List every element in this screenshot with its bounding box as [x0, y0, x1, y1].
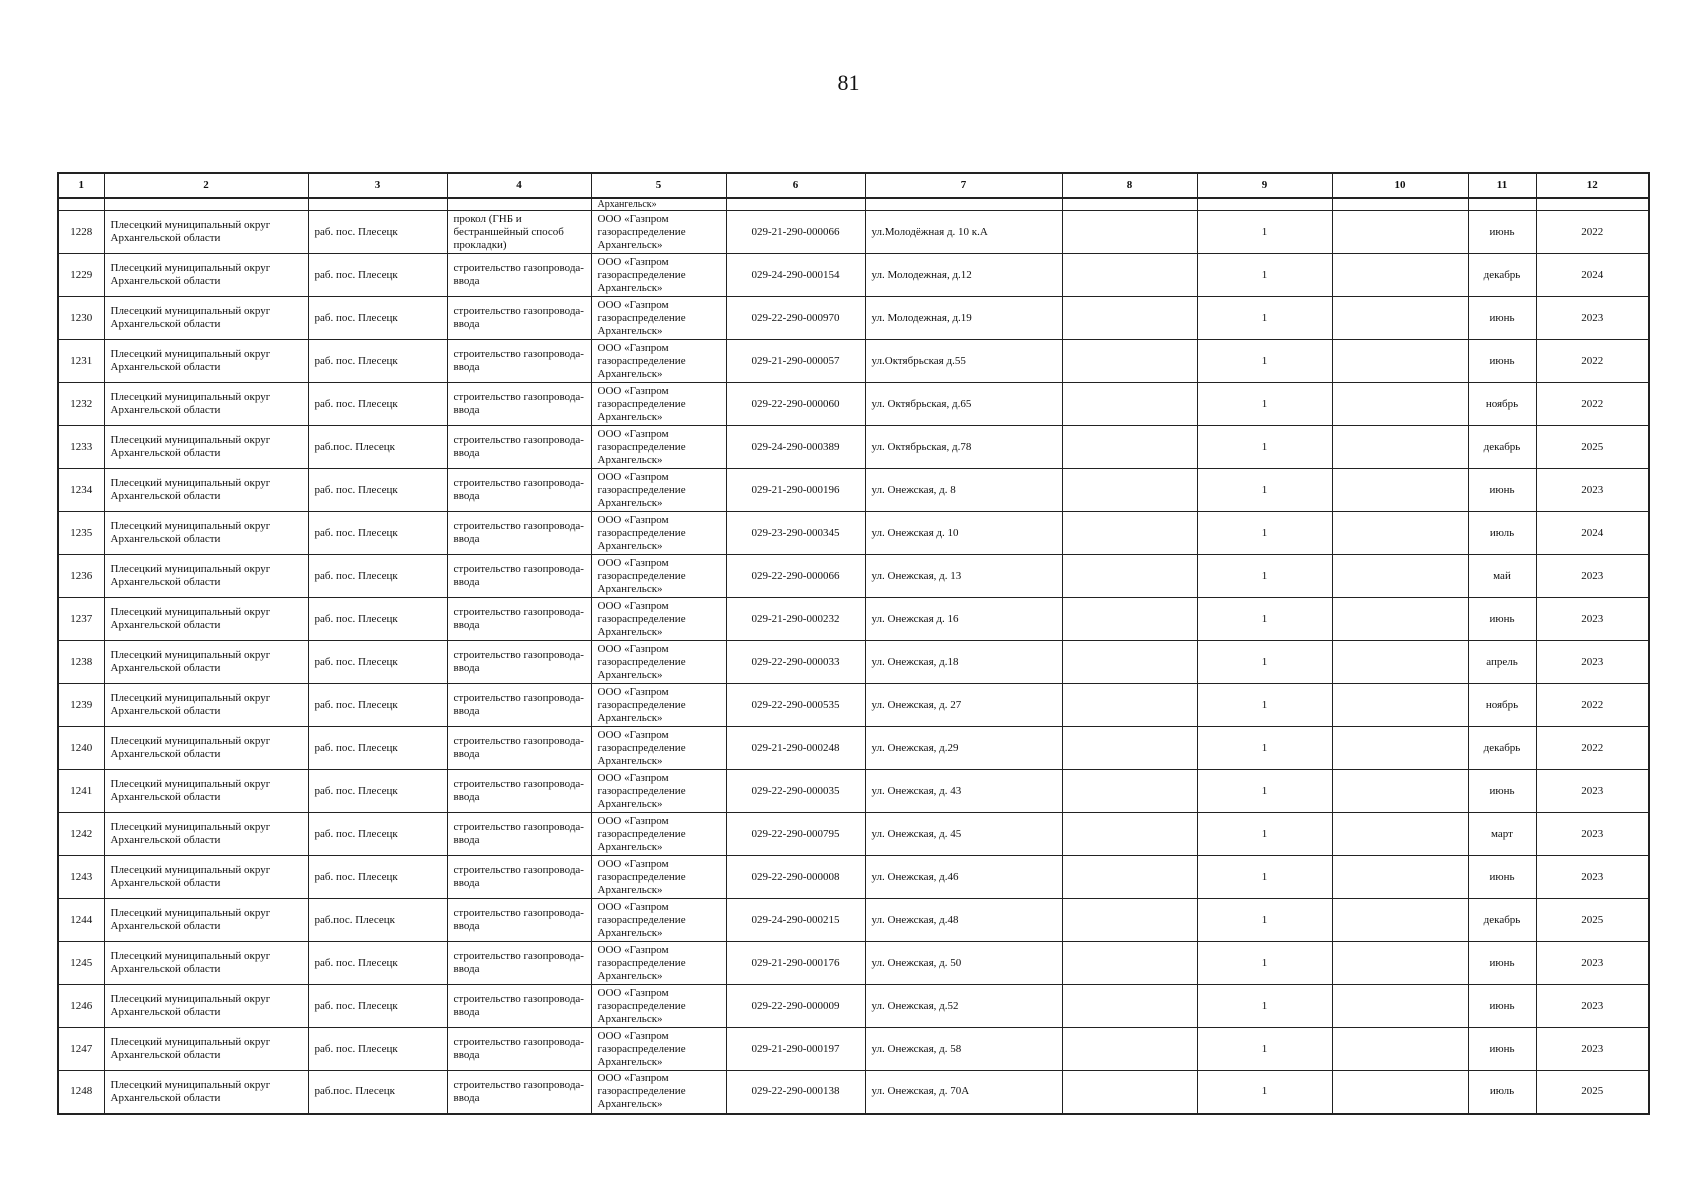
row-number: 1234	[58, 469, 104, 512]
row-number: 1247	[58, 1028, 104, 1071]
code-cell: 029-22-290-000970	[726, 297, 865, 340]
table-row	[58, 985, 1649, 1028]
month-cell: ноябрь	[1468, 383, 1536, 426]
address-cell: ул. Онежская, д.52	[865, 985, 1062, 1028]
empty-cell-8	[1062, 1071, 1197, 1114]
empty-cell-10	[1332, 340, 1468, 383]
month-cell: декабрь	[1468, 899, 1536, 942]
district-cell: Плесецкий муниципальный округ Архангельской области	[104, 641, 308, 684]
district-cell: Плесецкий муниципальный округ Архангельской области	[104, 426, 308, 469]
empty-cell-8	[1062, 985, 1197, 1028]
quantity-cell: 1	[1197, 770, 1332, 813]
year-cell: 2025	[1536, 899, 1649, 942]
column-header-10: 10	[1332, 173, 1468, 198]
year-cell: 2022	[1536, 727, 1649, 770]
empty-cell-10	[1332, 1028, 1468, 1071]
address-cell: ул. Онежская, д. 8	[865, 469, 1062, 512]
district-cell: Плесецкий муниципальный округ Архангельской области	[104, 985, 308, 1028]
empty-cell-8	[1062, 512, 1197, 555]
settlement-cell: раб. пос. Плесецк	[308, 770, 447, 813]
quantity-cell: 1	[1197, 426, 1332, 469]
empty-cell-8	[1062, 684, 1197, 727]
row-number: 1248	[58, 1071, 104, 1114]
address-cell: ул. Онежская, д. 58	[865, 1028, 1062, 1071]
empty-cell-8	[1062, 770, 1197, 813]
district-cell: Плесецкий муниципальный округ Архангельской области	[104, 856, 308, 899]
row-number: 1242	[58, 813, 104, 856]
code-cell: 029-22-290-000009	[726, 985, 865, 1028]
quantity-cell: 1	[1197, 469, 1332, 512]
column-header-4: 4	[447, 173, 591, 198]
empty-cell-10	[1332, 598, 1468, 641]
table-row	[58, 1071, 1649, 1114]
organization-cell: ООО «Газпром газораспределение Архангельск»	[591, 684, 726, 727]
row-number: 1239	[58, 684, 104, 727]
code-cell: 029-22-290-000138	[726, 1071, 865, 1114]
work-type-cell: строительство газопровода-ввода	[447, 598, 591, 641]
year-cell: 2022	[1536, 684, 1649, 727]
month-cell: июнь	[1468, 856, 1536, 899]
settlement-cell: раб. пос. Плесецк	[308, 813, 447, 856]
address-cell: ул. Онежская, д. 13	[865, 555, 1062, 598]
address-cell: ул.Молодёжная д. 10 к.А	[865, 211, 1062, 254]
work-type-cell: строительство газопровода-ввода	[447, 555, 591, 598]
work-type-cell: строительство газопровода-ввода	[447, 727, 591, 770]
column-header-11: 11	[1468, 173, 1536, 198]
work-type-cell: строительство газопровода-ввода	[447, 383, 591, 426]
document-table	[57, 172, 1650, 1115]
month-cell: ноябрь	[1468, 684, 1536, 727]
column-header-8: 8	[1062, 173, 1197, 198]
quantity-cell: 1	[1197, 1028, 1332, 1071]
district-cell: Плесецкий муниципальный округ Архангельской области	[104, 254, 308, 297]
organization-cell: ООО «Газпром газораспределение Архангельск»	[591, 899, 726, 942]
work-type-cell: строительство газопровода-ввода	[447, 297, 591, 340]
code-cell: 029-22-290-000008	[726, 856, 865, 899]
code-cell: 029-22-290-000060	[726, 383, 865, 426]
organization-cell: ООО «Газпром газораспределение Архангельск»	[591, 770, 726, 813]
row-number: 1237	[58, 598, 104, 641]
table-row	[58, 340, 1649, 383]
quantity-cell: 1	[1197, 813, 1332, 856]
empty-cell-8	[1062, 899, 1197, 942]
month-cell: июнь	[1468, 770, 1536, 813]
quantity-cell: 1	[1197, 383, 1332, 426]
work-type-cell: строительство газопровода-ввода	[447, 985, 591, 1028]
empty-cell-8	[1062, 297, 1197, 340]
quantity-cell: 1	[1197, 684, 1332, 727]
year-cell: 2023	[1536, 813, 1649, 856]
settlement-cell: раб. пос. Плесецк	[308, 985, 447, 1028]
empty-cell-8	[1062, 555, 1197, 598]
year-cell: 2023	[1536, 297, 1649, 340]
year-cell: 2025	[1536, 1071, 1649, 1114]
year-cell: 2023	[1536, 641, 1649, 684]
settlement-cell: раб. пос. Плесецк	[308, 727, 447, 770]
quantity-cell: 1	[1197, 641, 1332, 684]
table-row	[58, 727, 1649, 770]
empty-cell-10	[1332, 426, 1468, 469]
empty-cell-10	[1332, 942, 1468, 985]
year-cell: 2022	[1536, 383, 1649, 426]
table-row	[58, 426, 1649, 469]
month-cell: март	[1468, 813, 1536, 856]
row-number: 1232	[58, 383, 104, 426]
row-number: 1236	[58, 555, 104, 598]
year-cell: 2022	[1536, 340, 1649, 383]
row-number: 1231	[58, 340, 104, 383]
district-cell: Плесецкий муниципальный округ Архангельской области	[104, 512, 308, 555]
district-cell: Плесецкий муниципальный округ Архангельской области	[104, 297, 308, 340]
month-cell: июнь	[1468, 1028, 1536, 1071]
settlement-cell: раб. пос. Плесецк	[308, 297, 447, 340]
settlement-cell: раб. пос. Плесецк	[308, 598, 447, 641]
code-cell: 029-21-290-000197	[726, 1028, 865, 1071]
organization-cell: ООО «Газпром газораспределение Архангельск»	[591, 555, 726, 598]
organization-cell: ООО «Газпром газораспределение Архангельск»	[591, 469, 726, 512]
year-cell: 2025	[1536, 426, 1649, 469]
empty-cell-10	[1332, 813, 1468, 856]
address-cell: ул. Онежская, д. 43	[865, 770, 1062, 813]
work-type-cell: строительство газопровода-ввода	[447, 641, 591, 684]
month-cell: июнь	[1468, 469, 1536, 512]
work-type-cell: строительство газопровода-ввода	[447, 469, 591, 512]
column-header-6: 6	[726, 173, 865, 198]
district-cell: Плесецкий муниципальный округ Архангельской области	[104, 727, 308, 770]
table-row	[58, 813, 1649, 856]
empty-cell-10	[1332, 469, 1468, 512]
empty-cell-8	[1062, 426, 1197, 469]
work-type-cell: строительство газопровода-ввода	[447, 770, 591, 813]
settlement-cell: раб. пос. Плесецк	[308, 383, 447, 426]
quantity-cell: 1	[1197, 856, 1332, 899]
empty-cell-8	[1062, 813, 1197, 856]
district-cell: Плесецкий муниципальный округ Архангельской области	[104, 340, 308, 383]
code-cell: 029-22-290-000035	[726, 770, 865, 813]
empty-cell-8	[1062, 1028, 1197, 1071]
quantity-cell: 1	[1197, 340, 1332, 383]
work-type-cell: строительство газопровода-ввода	[447, 254, 591, 297]
code-cell: 029-21-290-000057	[726, 340, 865, 383]
address-cell: ул. Онежская, д.29	[865, 727, 1062, 770]
quantity-cell: 1	[1197, 211, 1332, 254]
settlement-cell: раб. пос. Плесецк	[308, 555, 447, 598]
code-cell: 029-21-290-000066	[726, 211, 865, 254]
empty-cell-10	[1332, 856, 1468, 899]
table-row	[58, 684, 1649, 727]
work-type-cell: строительство газопровода-ввода	[447, 512, 591, 555]
table-row	[58, 856, 1649, 899]
organization-cell: ООО «Газпром газораспределение Архангельск»	[591, 1071, 726, 1114]
empty-cell-10	[1332, 512, 1468, 555]
column-header-12: 12	[1536, 173, 1649, 198]
settlement-cell: раб.пос. Плесецк	[308, 426, 447, 469]
work-type-cell: строительство газопровода-ввода	[447, 426, 591, 469]
code-cell: 029-21-290-000248	[726, 727, 865, 770]
table-body	[58, 198, 1649, 1114]
work-type-cell: строительство газопровода-ввода	[447, 899, 591, 942]
year-cell: 2023	[1536, 469, 1649, 512]
year-cell: 2023	[1536, 856, 1649, 899]
code-cell: 029-21-290-000176	[726, 942, 865, 985]
table-row	[58, 555, 1649, 598]
quantity-cell: 1	[1197, 598, 1332, 641]
address-cell: ул. Онежская, д. 70А	[865, 1071, 1062, 1114]
month-cell: июль	[1468, 1071, 1536, 1114]
address-cell: ул. Онежская д. 16	[865, 598, 1062, 641]
empty-cell-8	[1062, 856, 1197, 899]
district-cell: Плесецкий муниципальный округ Архангельской области	[104, 383, 308, 426]
empty-cell-10	[1332, 383, 1468, 426]
quantity-cell: 1	[1197, 254, 1332, 297]
work-type-cell: строительство газопровода-ввода	[447, 813, 591, 856]
address-cell: ул.Октябрьская д.55	[865, 340, 1062, 383]
month-cell: апрель	[1468, 641, 1536, 684]
organization-cell: ООО «Газпром газораспределение Архангельск»	[591, 727, 726, 770]
empty-cell-10	[1332, 297, 1468, 340]
settlement-cell: раб. пос. Плесецк	[308, 856, 447, 899]
organization-cell: ООО «Газпром газораспределение Архангельск»	[591, 383, 726, 426]
settlement-cell: раб.пос. Плесецк	[308, 1071, 447, 1114]
row-number: 1243	[58, 856, 104, 899]
table-row	[58, 297, 1649, 340]
settlement-cell: раб. пос. Плесецк	[308, 942, 447, 985]
table-row	[58, 254, 1649, 297]
address-cell: ул. Молодежная, д.19	[865, 297, 1062, 340]
table-row	[58, 469, 1649, 512]
month-cell: июнь	[1468, 598, 1536, 641]
empty-cell-10	[1332, 727, 1468, 770]
district-cell: Плесецкий муниципальный округ Архангельской области	[104, 770, 308, 813]
address-cell: ул. Октябрьская, д.78	[865, 426, 1062, 469]
work-type-cell: строительство газопровода-ввода	[447, 942, 591, 985]
row-number: 1238	[58, 641, 104, 684]
work-type-cell: строительство газопровода-ввода	[447, 856, 591, 899]
row-number: 1240	[58, 727, 104, 770]
settlement-cell: раб. пос. Плесецк	[308, 469, 447, 512]
year-cell: 2022	[1536, 211, 1649, 254]
district-cell: Плесецкий муниципальный округ Архангельской области	[104, 598, 308, 641]
organization-cell: ООО «Газпром газораспределение Архангельск»	[591, 340, 726, 383]
row-number: 1246	[58, 985, 104, 1028]
row-number: 1230	[58, 297, 104, 340]
settlement-cell: раб.пос. Плесецк	[308, 899, 447, 942]
empty-cell-10	[1332, 211, 1468, 254]
code-cell: 029-22-290-000033	[726, 641, 865, 684]
year-cell: 2023	[1536, 770, 1649, 813]
empty-cell-10	[1332, 770, 1468, 813]
empty-cell-8	[1062, 641, 1197, 684]
month-cell: июнь	[1468, 211, 1536, 254]
month-cell: июль	[1468, 512, 1536, 555]
organization-cell: ООО «Газпром газораспределение Архангельск»	[591, 1028, 726, 1071]
district-cell: Плесецкий муниципальный округ Архангельской области	[104, 942, 308, 985]
column-header-1: 1	[58, 173, 104, 198]
continuation-org: Архангельск»	[591, 198, 726, 211]
year-cell: 2024	[1536, 512, 1649, 555]
empty-cell-10	[1332, 1071, 1468, 1114]
address-cell: ул. Октябрьская, д.65	[865, 383, 1062, 426]
table-row	[58, 512, 1649, 555]
table-header	[58, 173, 1649, 198]
settlement-cell: раб. пос. Плесецк	[308, 512, 447, 555]
empty-cell-10	[1332, 254, 1468, 297]
organization-cell: ООО «Газпром газораспределение Архангельск»	[591, 254, 726, 297]
work-type-cell: строительство газопровода-ввода	[447, 1028, 591, 1071]
row-number: 1241	[58, 770, 104, 813]
code-cell: 029-24-290-000215	[726, 899, 865, 942]
empty-cell-10	[1332, 899, 1468, 942]
quantity-cell: 1	[1197, 297, 1332, 340]
month-cell: май	[1468, 555, 1536, 598]
month-cell: июнь	[1468, 297, 1536, 340]
year-cell: 2023	[1536, 985, 1649, 1028]
settlement-cell: раб. пос. Плесецк	[308, 254, 447, 297]
quantity-cell: 1	[1197, 555, 1332, 598]
empty-cell-8	[1062, 727, 1197, 770]
row-number: 1244	[58, 899, 104, 942]
empty-cell-8	[1062, 469, 1197, 512]
year-cell: 2023	[1536, 942, 1649, 985]
empty-cell-10	[1332, 555, 1468, 598]
table-row	[58, 598, 1649, 641]
settlement-cell: раб. пос. Плесецк	[308, 641, 447, 684]
district-cell: Плесецкий муниципальный округ Архангельской области	[104, 211, 308, 254]
column-header-9: 9	[1197, 173, 1332, 198]
settlement-cell: раб. пос. Плесецк	[308, 211, 447, 254]
address-cell: ул. Онежская, д. 27	[865, 684, 1062, 727]
row-number: 1233	[58, 426, 104, 469]
quantity-cell: 1	[1197, 899, 1332, 942]
table-row	[58, 899, 1649, 942]
work-type-cell: строительство газопровода-ввода	[447, 340, 591, 383]
quantity-cell: 1	[1197, 727, 1332, 770]
code-cell: 029-22-290-000795	[726, 813, 865, 856]
year-cell: 2023	[1536, 555, 1649, 598]
address-cell: ул. Онежская, д.46	[865, 856, 1062, 899]
organization-cell: ООО «Газпром газораспределение Архангельск»	[591, 211, 726, 254]
empty-cell-8	[1062, 942, 1197, 985]
district-cell: Плесецкий муниципальный округ Архангельской области	[104, 1071, 308, 1114]
empty-cell-8	[1062, 598, 1197, 641]
district-cell: Плесецкий муниципальный округ Архангельской области	[104, 684, 308, 727]
code-cell: 029-21-290-000196	[726, 469, 865, 512]
row-number: 1235	[58, 512, 104, 555]
organization-cell: ООО «Газпром газораспределение Архангельск»	[591, 641, 726, 684]
district-cell: Плесецкий муниципальный округ Архангельской области	[104, 813, 308, 856]
empty-cell-10	[1332, 684, 1468, 727]
year-cell: 2023	[1536, 598, 1649, 641]
code-cell: 029-22-290-000066	[726, 555, 865, 598]
table-row	[58, 211, 1649, 254]
month-cell: декабрь	[1468, 727, 1536, 770]
organization-cell: ООО «Газпром газораспределение Архангельск»	[591, 985, 726, 1028]
settlement-cell: раб. пос. Плесецк	[308, 1028, 447, 1071]
settlement-cell: раб. пос. Плесецк	[308, 684, 447, 727]
organization-cell: ООО «Газпром газораспределение Архангельск»	[591, 942, 726, 985]
year-cell: 2024	[1536, 254, 1649, 297]
code-cell: 029-24-290-000154	[726, 254, 865, 297]
column-header-5: 5	[591, 173, 726, 198]
row-number: 1228	[58, 211, 104, 254]
continuation-row	[58, 198, 1649, 211]
quantity-cell: 1	[1197, 1071, 1332, 1114]
organization-cell: ООО «Газпром газораспределение Архангельск»	[591, 598, 726, 641]
organization-cell: ООО «Газпром газораспределение Архангельск»	[591, 856, 726, 899]
month-cell: июнь	[1468, 985, 1536, 1028]
address-cell: ул. Онежская, д.48	[865, 899, 1062, 942]
district-cell: Плесецкий муниципальный округ Архангельской области	[104, 555, 308, 598]
code-cell: 029-24-290-000389	[726, 426, 865, 469]
month-cell: декабрь	[1468, 254, 1536, 297]
address-cell: ул. Онежская, д. 45	[865, 813, 1062, 856]
empty-cell-10	[1332, 985, 1468, 1028]
quantity-cell: 1	[1197, 942, 1332, 985]
row-number: 1229	[58, 254, 104, 297]
address-cell: ул. Онежская, д.18	[865, 641, 1062, 684]
empty-cell-8	[1062, 254, 1197, 297]
district-cell: Плесецкий муниципальный округ Архангельской области	[104, 469, 308, 512]
settlement-cell: раб. пос. Плесецк	[308, 340, 447, 383]
table-row	[58, 770, 1649, 813]
empty-cell-8	[1062, 211, 1197, 254]
year-cell: 2023	[1536, 1028, 1649, 1071]
empty-cell-8	[1062, 383, 1197, 426]
table-row	[58, 942, 1649, 985]
header-row	[58, 173, 1649, 198]
column-header-3: 3	[308, 173, 447, 198]
work-type-cell: прокол (ГНБ и бестраншейный способ прокладки)	[447, 211, 591, 254]
address-cell: ул. Молодежная, д.12	[865, 254, 1062, 297]
organization-cell: ООО «Газпром газораспределение Архангельск»	[591, 297, 726, 340]
table-row	[58, 1028, 1649, 1071]
empty-cell-10	[1332, 641, 1468, 684]
month-cell: декабрь	[1468, 426, 1536, 469]
column-header-7: 7	[865, 173, 1062, 198]
district-cell: Плесецкий муниципальный округ Архангельской области	[104, 1028, 308, 1071]
month-cell: июнь	[1468, 942, 1536, 985]
row-number: 1245	[58, 942, 104, 985]
organization-cell: ООО «Газпром газораспределение Архангельск»	[591, 512, 726, 555]
organization-cell: ООО «Газпром газораспределение Архангельск»	[591, 426, 726, 469]
code-cell: 029-22-290-000535	[726, 684, 865, 727]
table-row	[58, 641, 1649, 684]
address-cell: ул. Онежская д. 10	[865, 512, 1062, 555]
column-header-2: 2	[104, 173, 308, 198]
code-cell: 029-23-290-000345	[726, 512, 865, 555]
quantity-cell: 1	[1197, 985, 1332, 1028]
page-number: 81	[837, 70, 860, 95]
code-cell: 029-21-290-000232	[726, 598, 865, 641]
district-cell: Плесецкий муниципальный округ Архангельской области	[104, 899, 308, 942]
table-row	[58, 383, 1649, 426]
work-type-cell: строительство газопровода-ввода	[447, 1071, 591, 1114]
month-cell: июнь	[1468, 340, 1536, 383]
work-type-cell: строительство газопровода-ввода	[447, 684, 591, 727]
empty-cell-8	[1062, 340, 1197, 383]
quantity-cell: 1	[1197, 512, 1332, 555]
address-cell: ул. Онежская, д. 50	[865, 942, 1062, 985]
organization-cell: ООО «Газпром газораспределение Архангельск»	[591, 813, 726, 856]
